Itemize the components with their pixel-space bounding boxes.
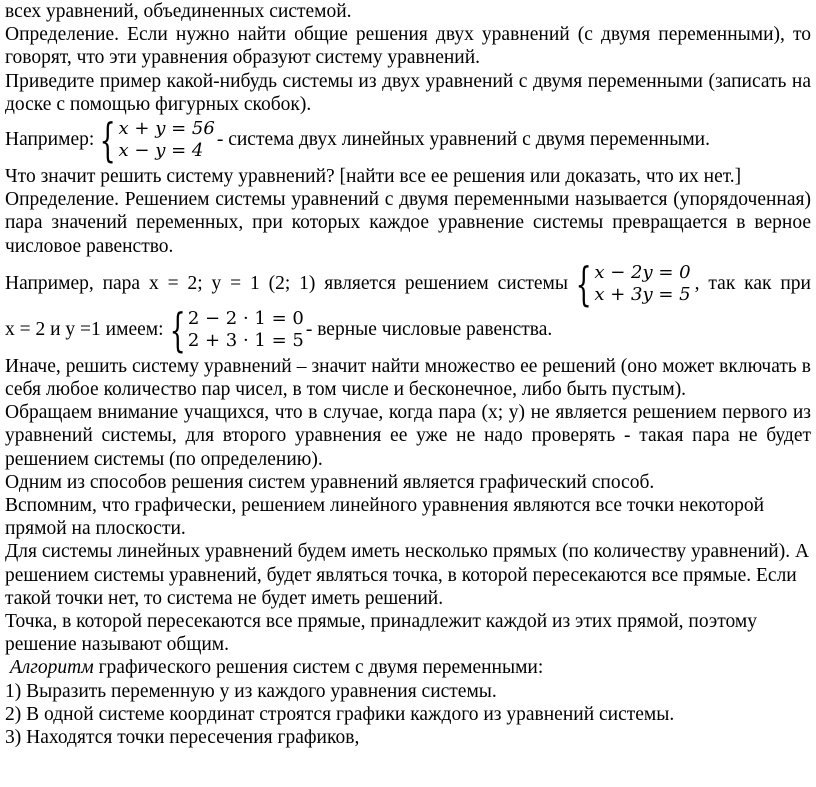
system-3 [166,302,304,357]
system-3-equation-1: 2 − 2 · 1 = 0 [187,307,304,329]
system-2 [572,256,691,311]
brace-icon: { [575,256,592,311]
algorithm-heading [5,656,811,679]
paragraph-question: Что значит решить систему уравнений? [найти все ее решения или доказать, что их нет.] [5,166,742,188]
paragraph-1: всех уравнений, объединенных системой. [5,1,352,22]
example-system-3 [5,302,811,357]
algorithm-word: Алгоритм [9,657,94,679]
paragraph-definition-solution: Определение. Решением системы уравнений с двумя переменными называется (упорядоченная) пара значений переменных, при которых каждое уравнение системы превращается в верное числовое равенство. [5,189,811,257]
paragraph-lines: Для системы линейных уравнений будем иметь несколько прямых (по количеству уравнений). А решением системы уравнений, будет являться точка, в которой пересекаются все прямые. Если такой точки нет, то система не будет иметь решений. [5,541,810,609]
example-1-suffix: - система двух линейных уравнений с двумя переменными. [216,129,710,151]
example-2-suffix: , так как при [694,273,811,295]
paragraph-graphical-method: Одним из способов решения систем уравнений является графический способ. [5,471,655,493]
example-system-1 [5,113,811,168]
system-3-equation-2: 2 + 3 · 1 = 5 [187,329,304,351]
algorithm-step: 2) В одной системе координат строятся графики каждого из уравнений системы. [5,703,675,725]
paragraph-definition-system: Определение. Если нужно найти общие решения двух уравнений (с двумя переменными), то говорят, что эти уравнения образуют систему уравнений. [5,24,811,69]
example-3-prefix: х = 2 и у =1 имеем: [5,319,164,341]
system-2-equation-1: x − 2y = 0 [594,261,691,283]
system-1-equation-2: x − y = 4 [118,140,204,162]
brace-icon: { [99,113,116,168]
paragraph-common-point: Точка, в которой пересекаются все прямые, принадлежит каждой из этих прямой, поэтому решение называют общим. [5,611,757,656]
brace-icon: { [169,302,186,357]
paragraph-example-prompt: Приведите пример какой-нибудь системы из двух уравнений с двумя переменными (записать на доске с помощью фигурных скобок). [5,70,811,115]
paragraph-solve-meaning: Иначе, решить систему уравнений – значит найти множество ее решений (оно может включать в себя любое количество пар чисел, в том числе и бесконечное, либо быть пустым). [5,355,811,401]
example-1-prefix: Например: [5,129,95,151]
algorithm-step: 1) Выразить переменную у из каждого уравнения системы. [5,680,497,702]
algorithm-heading-rest: графического решения систем с двумя переменными: [93,657,544,679]
example-system-2 [5,256,811,311]
system-1-equation-1: x + y = 56 [118,118,215,140]
system-2-equation-2: x + 3y = 5 [594,283,691,305]
paragraph-attention: Обращаем внимание учащихся, что в случае, когда пара (х; у) не является решением первого из уравнений системы, для второго уравнения ее уже не надо проверять - такая пара не будет решением системы (по определению). [5,402,811,470]
example-2-prefix: Например, пара х = 2; у = 1 (2; 1) является решением системы [5,273,568,295]
example-3-suffix: - верные числовые равенства. [305,319,553,341]
algorithm-step: 3) Находятся точки пересечения графиков, [5,727,360,749]
paragraph-recall: Вспомним, что графически, решением линейного уравнения являются все точки некоторой прямой на плоскости. [5,495,765,540]
system-1 [96,113,215,168]
